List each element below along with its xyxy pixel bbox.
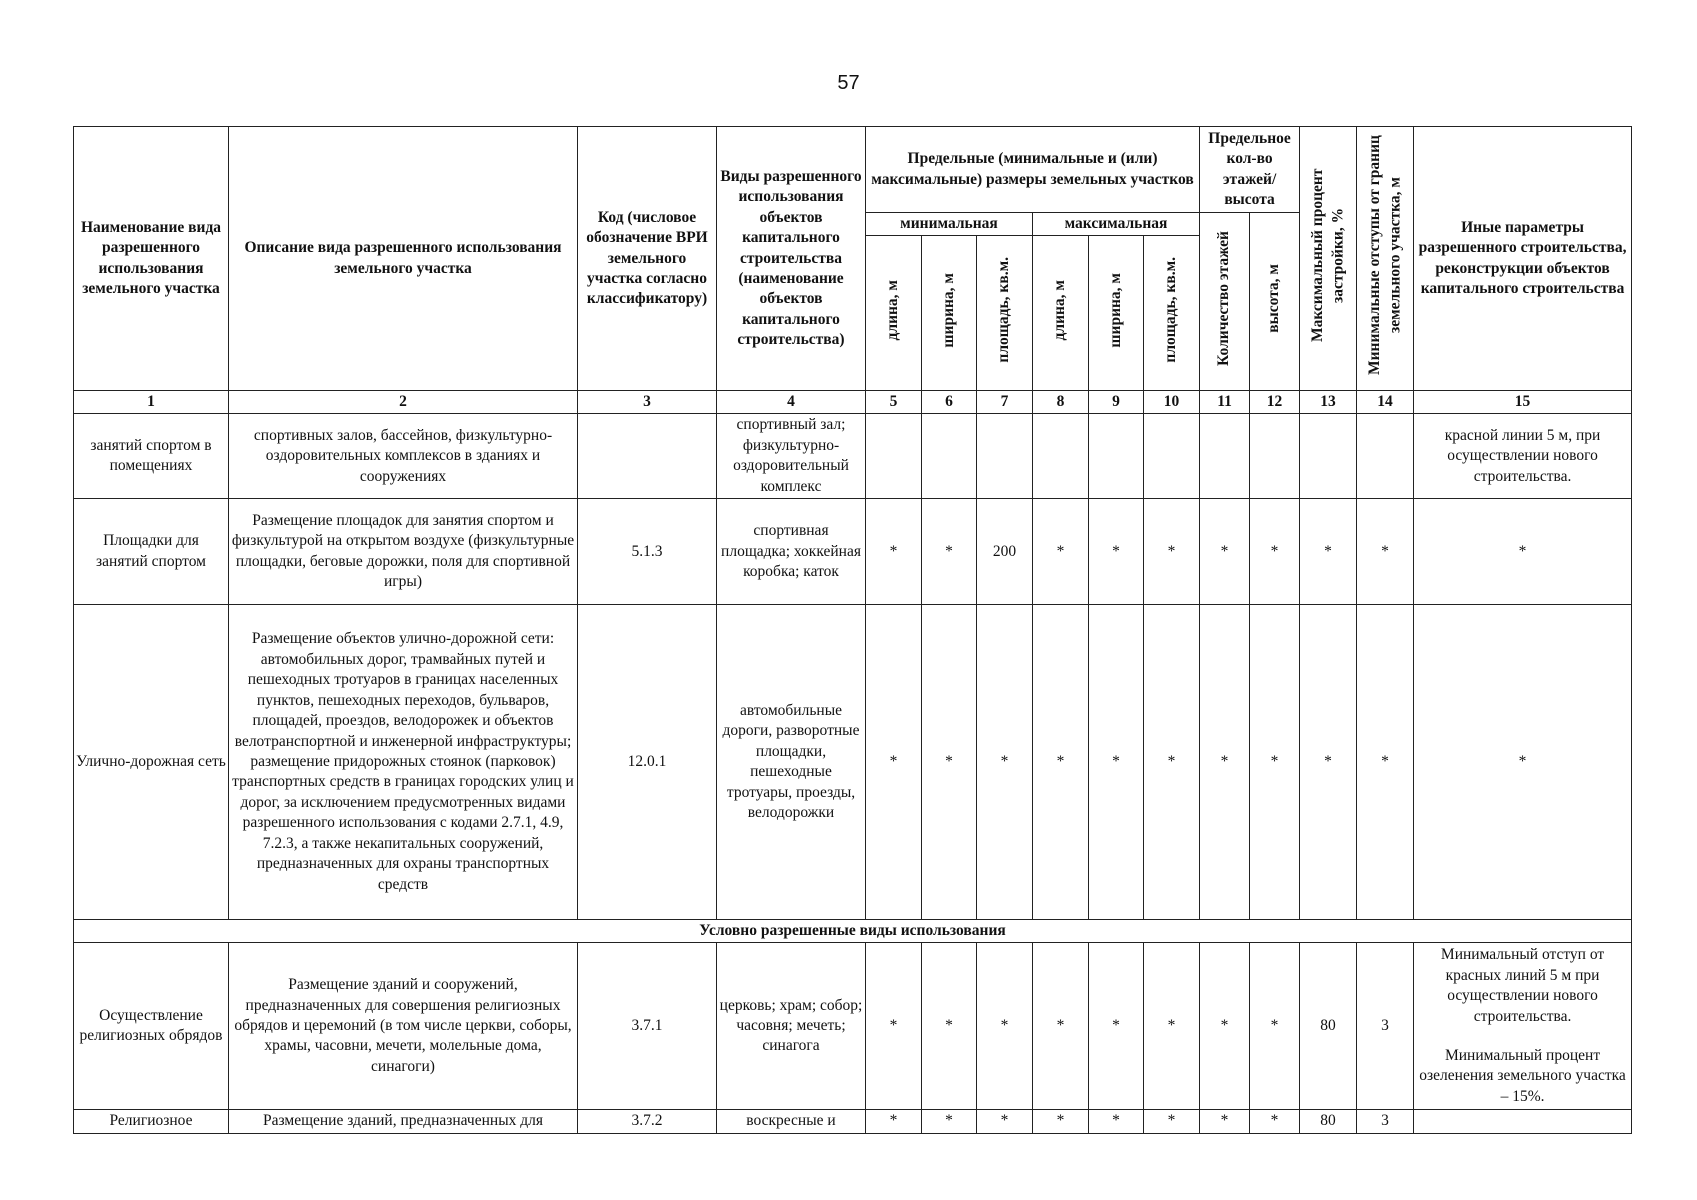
row-value: * bbox=[922, 1110, 977, 1133]
row-other: * bbox=[1414, 499, 1632, 605]
column-number: 2 bbox=[229, 391, 578, 414]
header-floors-group: Предельное кол-во этажей/ высота bbox=[1200, 127, 1300, 213]
row-value: * bbox=[977, 943, 1033, 1110]
row-value bbox=[1200, 414, 1250, 499]
row-description: Размещение зданий, предназначенных для bbox=[229, 1110, 578, 1133]
row-value: * bbox=[1089, 943, 1144, 1110]
row-value: * bbox=[922, 605, 977, 920]
row-code: 5.1.3 bbox=[578, 499, 717, 605]
row-value: * bbox=[977, 605, 1033, 920]
header-min-setback: Минимальные отступы от границ земельного участка, м bbox=[1357, 127, 1414, 391]
row-value: * bbox=[1144, 1110, 1200, 1133]
row-name: Улично-дорожная сеть bbox=[74, 605, 229, 920]
row-value bbox=[1300, 414, 1357, 499]
header-min-area: площадь, кв.м. bbox=[977, 236, 1033, 391]
column-number: 3 bbox=[578, 391, 717, 414]
row-value: * bbox=[1033, 943, 1089, 1110]
header-col2: Описание вида разрешенного использования земельного участка bbox=[229, 127, 578, 391]
column-number: 9 bbox=[1089, 391, 1144, 414]
row-name: занятий спортом в помещениях bbox=[74, 414, 229, 499]
row-value: * bbox=[1033, 499, 1089, 605]
row-value: * bbox=[922, 499, 977, 605]
row-objects: автомобильные дороги, разворотные площадки, пешеходные тротуары, проезды, велодорожки bbox=[717, 605, 866, 920]
header-max: максимальная bbox=[1033, 213, 1200, 236]
section-row bbox=[74, 920, 1632, 943]
row-value: * bbox=[1300, 605, 1357, 920]
row-description: Размещение зданий и сооружений, предназначенных для совершения религиозных обрядов и церемоний (в том числе церкви, соборы, храмы, часовни, мечети, молельные дома, синагоги) bbox=[229, 943, 578, 1110]
column-numbers-row bbox=[74, 391, 1632, 414]
row-value: * bbox=[1200, 943, 1250, 1110]
header-plot-sizes: Предельные (минимальные и (или) максимальные) размеры земельных участков bbox=[866, 127, 1200, 213]
row-other: красной линии 5 м, при осуществлении нового строительства. bbox=[1414, 414, 1632, 499]
row-value: * bbox=[1250, 605, 1300, 920]
row-value: * bbox=[1250, 943, 1300, 1110]
row-other bbox=[1414, 943, 1632, 1110]
row-other: * bbox=[1414, 605, 1632, 920]
row-value bbox=[1250, 414, 1300, 499]
row-value: * bbox=[1200, 499, 1250, 605]
header-col1: Наименование вида разрешенного использования земельного участка bbox=[74, 127, 229, 391]
row-value: * bbox=[1089, 499, 1144, 605]
row-other-greening: Минимальный процент озеленения земельного участка – 15%. bbox=[1419, 1046, 1626, 1105]
row-value bbox=[866, 414, 922, 499]
row-value bbox=[977, 414, 1033, 499]
row-value: * bbox=[1357, 605, 1414, 920]
table-row bbox=[74, 499, 1632, 605]
row-value: * bbox=[866, 605, 922, 920]
row-name: Площадки для занятий спортом bbox=[74, 499, 229, 605]
row-name: Религиозное bbox=[74, 1110, 229, 1133]
row-other bbox=[1414, 1110, 1632, 1133]
row-code bbox=[578, 414, 717, 499]
row-value: * bbox=[1144, 943, 1200, 1110]
row-objects: спортивный зал; физкультурно-оздоровительный комплекс bbox=[717, 414, 866, 499]
column-number: 10 bbox=[1144, 391, 1200, 414]
header-other: Иные параметры разрешенного строительства, реконструкции объектов капитального строительства bbox=[1414, 127, 1632, 391]
column-number: 13 bbox=[1300, 391, 1357, 414]
row-value: * bbox=[866, 499, 922, 605]
row-value: * bbox=[1250, 1110, 1300, 1133]
header-col3: Код (числовое обозначение ВРИ земельного участка согласно классификатору) bbox=[578, 127, 717, 391]
row-value: * bbox=[1033, 1110, 1089, 1133]
row-objects: церковь; храм; собор; часовня; мечеть; синагога bbox=[717, 943, 866, 1110]
header-max-length: длина, м bbox=[1033, 236, 1089, 391]
row-value: * bbox=[1089, 605, 1144, 920]
row-value: * bbox=[1357, 499, 1414, 605]
row-value: * bbox=[977, 1110, 1033, 1133]
column-number: 1 bbox=[74, 391, 229, 414]
table-row bbox=[74, 1110, 1632, 1133]
row-value: 80 bbox=[1300, 943, 1357, 1110]
column-number: 7 bbox=[977, 391, 1033, 414]
header-min-width: ширина, м bbox=[922, 236, 977, 391]
header-col4: Виды разрешенного использования объектов капитального строительства (наименование объектов капитального строительства) bbox=[717, 127, 866, 391]
row-value: * bbox=[1200, 1110, 1250, 1133]
row-objects: воскресные и bbox=[717, 1110, 866, 1133]
header-min-length: длина, м bbox=[866, 236, 922, 391]
column-number: 8 bbox=[1033, 391, 1089, 414]
row-value: * bbox=[866, 943, 922, 1110]
row-description: спортивных залов, бассейнов, физкультурно-оздоровительных комплексов в зданиях и сооружениях bbox=[229, 414, 578, 499]
row-description: Размещение объектов улично-дорожной сети: автомобильных дорог, трамвайных путей и пешеходных тротуаров в границах населенных пунктов, пешеходных переходов, бульваров, площадей, проездов, велодорожек и объектов велотранспортной и инженерной инфраструктуры; размещение придорожных стоянок (парковок) транспортных средств в границах городских улиц и дорог, за исключением предусмотренных видами разрешенного использования с кодами 2.7.1, 4.9, 7.2.3, а также некапитальных сооружений, предназначенных для охраны транспортных средств bbox=[229, 605, 578, 920]
row-value bbox=[922, 414, 977, 499]
row-code: 3.7.2 bbox=[578, 1110, 717, 1133]
row-value: * bbox=[1033, 605, 1089, 920]
row-value: * bbox=[1144, 605, 1200, 920]
row-value: * bbox=[1300, 499, 1357, 605]
row-value: 80 bbox=[1300, 1110, 1357, 1133]
row-value: 3 bbox=[1357, 943, 1414, 1110]
row-code: 12.0.1 bbox=[578, 605, 717, 920]
row-objects: спортивная площадка; хоккейная коробка; каток bbox=[717, 499, 866, 605]
row-value bbox=[1089, 414, 1144, 499]
row-value: * bbox=[1250, 499, 1300, 605]
row-value: * bbox=[1089, 1110, 1144, 1133]
column-number: 5 bbox=[866, 391, 922, 414]
column-number: 11 bbox=[1200, 391, 1250, 414]
page-number: 57 bbox=[837, 72, 860, 94]
row-value bbox=[1144, 414, 1200, 499]
header-row-1 bbox=[74, 127, 1632, 213]
row-value: 3 bbox=[1357, 1110, 1414, 1133]
column-number: 12 bbox=[1250, 391, 1300, 414]
column-number: 4 bbox=[717, 391, 866, 414]
header-min: минимальная bbox=[866, 213, 1033, 236]
row-value bbox=[1357, 414, 1414, 499]
row-value: * bbox=[866, 1110, 922, 1133]
header-max-percent: Максимальный процент застройки, % bbox=[1300, 127, 1357, 391]
row-value: * bbox=[1200, 605, 1250, 920]
header-max-area: площадь, кв.м. bbox=[1144, 236, 1200, 391]
header-height: высота, м bbox=[1250, 213, 1300, 391]
row-description: Размещение площадок для занятия спортом и физкультурой на открытом воздухе (физкультурные площадки, беговые дорожки, поля для спортивной игры) bbox=[229, 499, 578, 605]
table-row bbox=[74, 605, 1632, 920]
table-row bbox=[74, 414, 1632, 499]
header-max-width: ширина, м bbox=[1089, 236, 1144, 391]
row-value: 200 bbox=[977, 499, 1033, 605]
table-row bbox=[74, 943, 1632, 1110]
header-floors: Количество этажей bbox=[1200, 213, 1250, 391]
row-code: 3.7.1 bbox=[578, 943, 717, 1110]
column-number: 14 bbox=[1357, 391, 1414, 414]
row-value bbox=[1033, 414, 1089, 499]
row-value: * bbox=[922, 943, 977, 1110]
regulations-table bbox=[73, 126, 1632, 1134]
column-number: 15 bbox=[1414, 391, 1632, 414]
row-value: * bbox=[1144, 499, 1200, 605]
row-name: Осуществление религиозных обрядов bbox=[74, 943, 229, 1110]
section-title: Условно разрешенные виды использования bbox=[74, 920, 1632, 943]
column-number: 6 bbox=[922, 391, 977, 414]
row-other-setback: Минимальный отступ от красных линий 5 м при осуществлении нового строительства. bbox=[1440, 946, 1605, 1025]
